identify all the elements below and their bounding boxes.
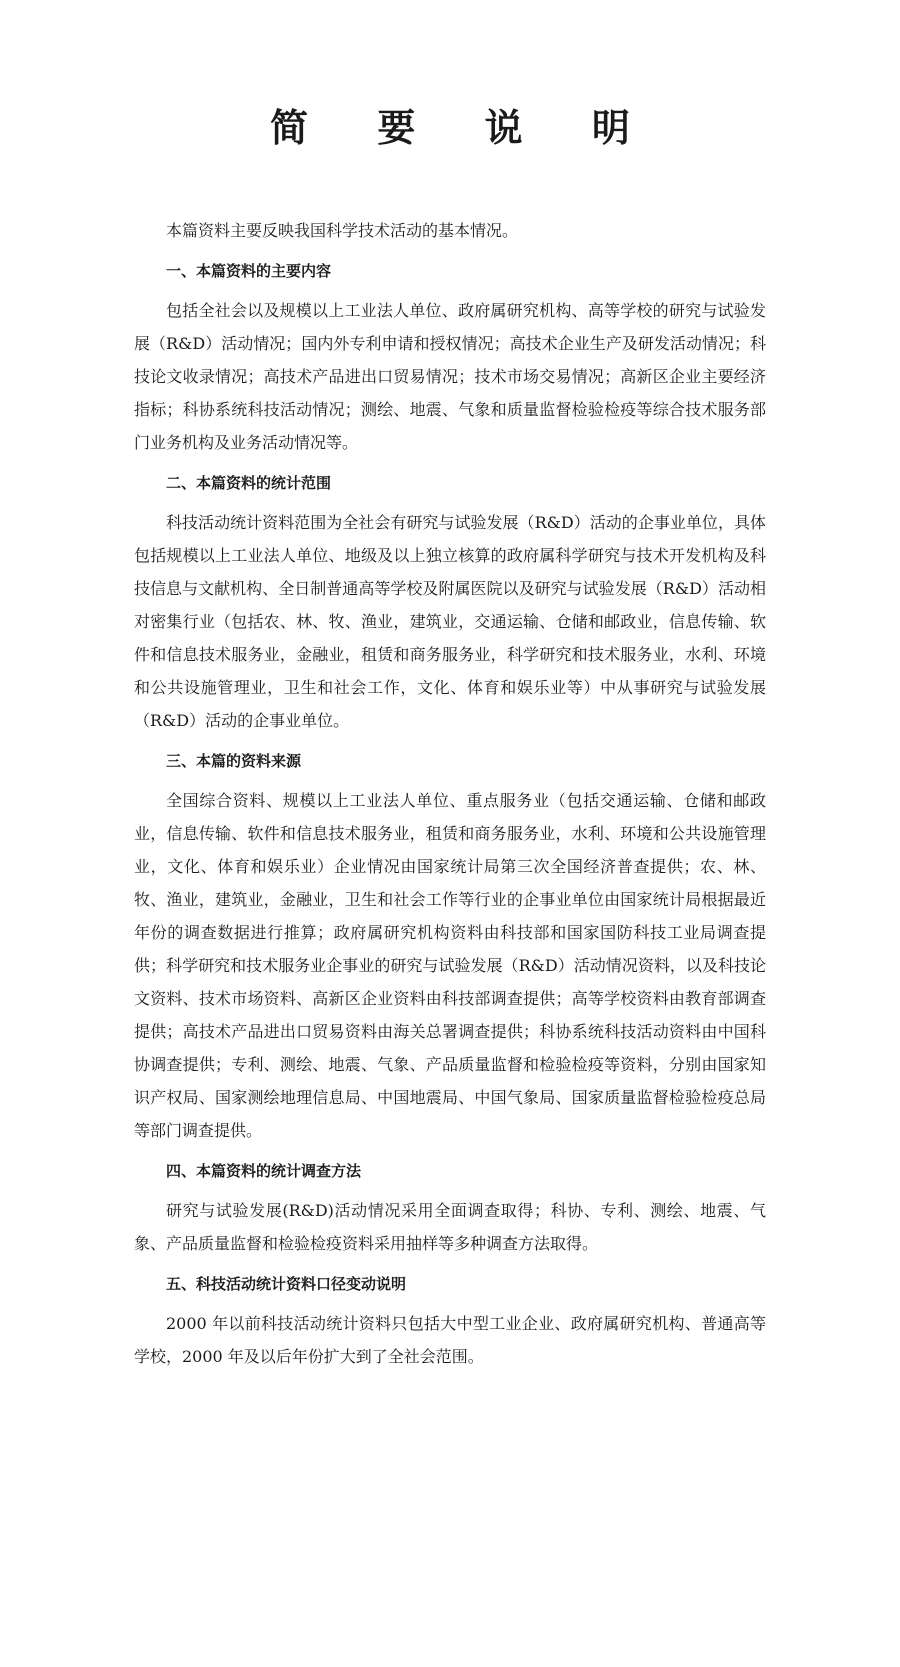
document-body <box>134 214 766 1381</box>
section-body-4: 研究与试验发展(R&D)活动情况采用全面调查取得；科协、专利、测绘、地震、气象、产品质量监督和检验检疫资料采用抽样等多种调查方法取得。 <box>134 1201 766 1253</box>
section-heading-5: 五、科技活动统计资料口径变动说明 <box>166 1275 407 1293</box>
section-body-2: 科技活动统计资料范围为全社会有研究与试验发展（R&D）活动的企事业单位，具体包括规模以上工业法人单位、地级及以上独立核算的政府属科学研究与技术开发机构及科技信息与文献机构、全日制普通高等学校及附属医院以及研究与试验发展（R&D）活动相对密集行业（包括农、林、牧、渔业，建筑业，交通运输、仓储和邮政业，信息传输、软件和信息技术服务业，金融业，租赁和商务服务业，科学研究和技术服务业，水利、环境和公共设施管理业，卫生和社会工作，文化、体育和娱乐业等）中从事研究与试验发展（R&D）活动的企事业单位。 <box>134 513 766 730</box>
section-heading-4: 四、本篇资料的统计调查方法 <box>166 1162 362 1180</box>
section-body-1: 包括全社会以及规模以上工业法人单位、政府属研究机构、高等学校的研究与试验发展（R&D）活动情况；国内外专利申请和授权情况；高技术企业生产及研发活动情况；科技论文收录情况；高技术产品进出口贸易情况；技术市场交易情况；高新区企业主要经济指标；科协系统科技活动情况；测绘、地震、气象和质量监督检验检疫等综合技术服务部门业务机构及业务活动情况等。 <box>134 301 766 452</box>
section-body-5: 2000 年以前科技活动统计资料只包括大中型工业企业、政府属研究机构、普通高等学校，2000 年及以后年份扩大到了全社会范围。 <box>134 1314 766 1366</box>
page-title: 简 要 说 明 <box>270 106 658 150</box>
section-heading-3: 三、本篇的资料来源 <box>166 752 302 770</box>
intro-paragraph: 本篇资料主要反映我国科学技术活动的基本情况。 <box>166 221 519 240</box>
section-body-3: 全国综合资料、规模以上工业法人单位、重点服务业（包括交通运输、仓储和邮政业，信息传输、软件和信息技术服务业，租赁和商务服务业，水利、环境和公共设施管理业，文化、体育和娱乐业）企业情况由国家统计局第三次全国经济普查提供；农、林、牧、渔业，建筑业，金融业，卫生和社会工作等行业的企事业单位由国家统计局根据最近年份的调查数据进行推算；政府属研究机构资料由科技部和国家国防科技工业局调查提供；科学研究和技术服务业企事业的研究与试验发展（R&D）活动情况资料，以及科技论文资料、技术市场资料、高新区企业资料由科技部调查提供；高等学校资料由教育部调查提供；高技术产品进出口贸易资料由海关总署调查提供；科协系统科技活动资料由中国科协调查提供；专利、测绘、地震、气象、产品质量监督和检验检疫等资料，分别由国家知识产权局、国家测绘地理信息局、中国地震局、中国气象局、国家质量监督检验检疫总局等部门调查提供。 <box>134 791 766 1140</box>
section-heading-2: 二、本篇资料的统计范围 <box>166 474 332 492</box>
section-heading-1: 一、本篇资料的主要内容 <box>166 262 332 280</box>
